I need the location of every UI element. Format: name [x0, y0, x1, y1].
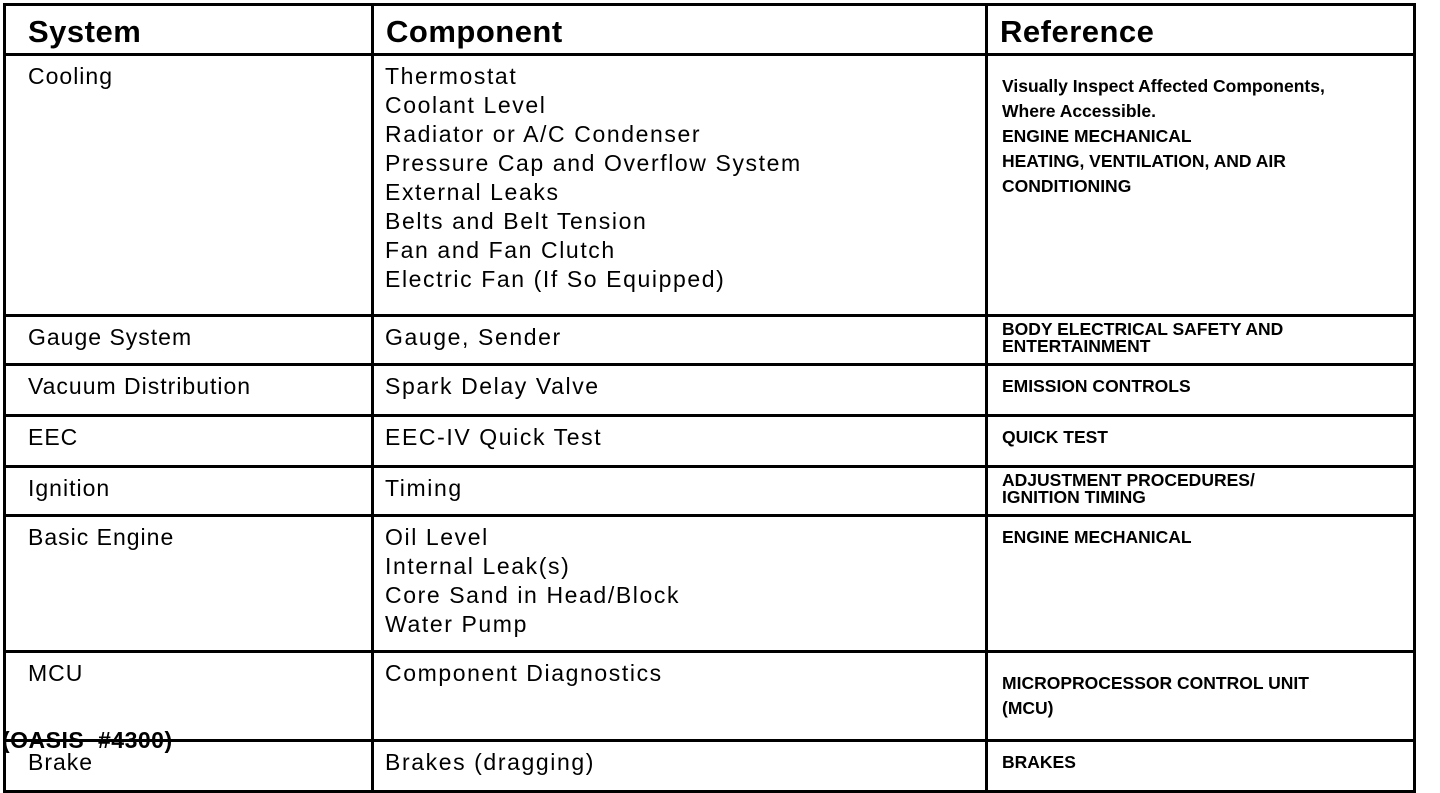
system-cell: EEC — [5, 416, 373, 467]
component-item: External Leaks — [385, 179, 560, 205]
table-row — [5, 741, 1415, 792]
table-row — [5, 467, 1415, 516]
table-row — [5, 55, 1415, 316]
table-row — [5, 652, 1415, 741]
system-cell: MCU — [5, 652, 373, 741]
table-header-row — [5, 5, 1415, 55]
system-cell: Cooling — [5, 55, 373, 316]
table-row — [5, 416, 1415, 467]
reference-line: ENGINE MECHANICAL — [1002, 126, 1192, 146]
reference-line: IGNITION TIMING — [1002, 487, 1146, 507]
component-item: Oil Level — [385, 524, 489, 550]
diagnosis-table — [3, 3, 1416, 793]
reference-line: CONDITIONING — [1002, 176, 1132, 196]
table-row — [5, 316, 1415, 365]
component-item: Fan and Fan Clutch — [385, 237, 616, 263]
reference-cell — [987, 416, 1415, 467]
reference-cell — [987, 516, 1415, 652]
system-cell: Brake — [5, 741, 373, 792]
reference-cell — [987, 467, 1415, 516]
component-cell — [373, 652, 987, 741]
reference-line: BODY ELECTRICAL SAFETY AND — [1002, 319, 1284, 339]
component-item: Electric Fan (If So Equipped) — [385, 266, 726, 292]
reference-line: ENTERTAINMENT — [1002, 336, 1151, 356]
component-item: Brakes (dragging) — [385, 749, 596, 775]
component-item: Timing — [385, 475, 463, 501]
reference-line: ENGINE MECHANICAL — [1002, 527, 1192, 547]
component-cell — [373, 416, 987, 467]
reference-line: (MCU) — [1002, 698, 1054, 718]
reference-line: ADJUSTMENT PROCEDURES/ — [1002, 470, 1255, 490]
reference-line: QUICK TEST — [1002, 427, 1108, 447]
component-item: Belts and Belt Tension — [385, 208, 648, 234]
column-header-reference: Reference — [987, 5, 1415, 55]
system-cell: Basic Engine — [5, 516, 373, 652]
component-item: Water Pump — [385, 611, 528, 637]
table-row — [5, 516, 1415, 652]
component-item: Spark Delay Valve — [385, 373, 600, 399]
system-cell: Gauge System — [5, 316, 373, 365]
component-cell — [373, 516, 987, 652]
reference-cell — [987, 316, 1415, 365]
component-item: Internal Leak(s) — [385, 553, 571, 579]
reference-cell — [987, 55, 1415, 316]
component-item: Component Diagnostics — [385, 660, 663, 686]
component-item: EEC-IV Quick Test — [385, 424, 603, 450]
footer-note: (OASIS #4300) — [2, 727, 173, 753]
component-item: Coolant Level — [385, 92, 547, 118]
component-cell — [373, 741, 987, 792]
reference-line: BRAKES — [1002, 752, 1076, 772]
component-item: Thermostat — [385, 63, 518, 89]
component-item: Radiator or A/C Condenser — [385, 121, 702, 147]
reference-cell — [987, 652, 1415, 741]
component-cell — [373, 365, 987, 416]
column-header-system: System — [5, 5, 373, 55]
component-cell — [373, 467, 987, 516]
component-item: Pressure Cap and Overflow System — [385, 150, 802, 176]
reference-cell — [987, 365, 1415, 416]
component-item: Gauge, Sender — [385, 324, 562, 350]
reference-line: HEATING, VENTILATION, AND AIR — [1002, 151, 1286, 171]
component-cell — [373, 316, 987, 365]
system-cell: Vacuum Distribution — [5, 365, 373, 416]
component-item: Core Sand in Head/Block — [385, 582, 681, 608]
reference-line: Visually Inspect Affected Components, — [1002, 76, 1325, 96]
reference-cell — [987, 741, 1415, 792]
system-cell: Ignition — [5, 467, 373, 516]
reference-line: MICROPROCESSOR CONTROL UNIT — [1002, 673, 1309, 693]
table-row — [5, 365, 1415, 416]
reference-line: EMISSION CONTROLS — [1002, 376, 1191, 396]
reference-line: Where Accessible. — [1002, 101, 1157, 121]
column-header-component: Component — [373, 5, 987, 55]
component-cell — [373, 55, 987, 316]
